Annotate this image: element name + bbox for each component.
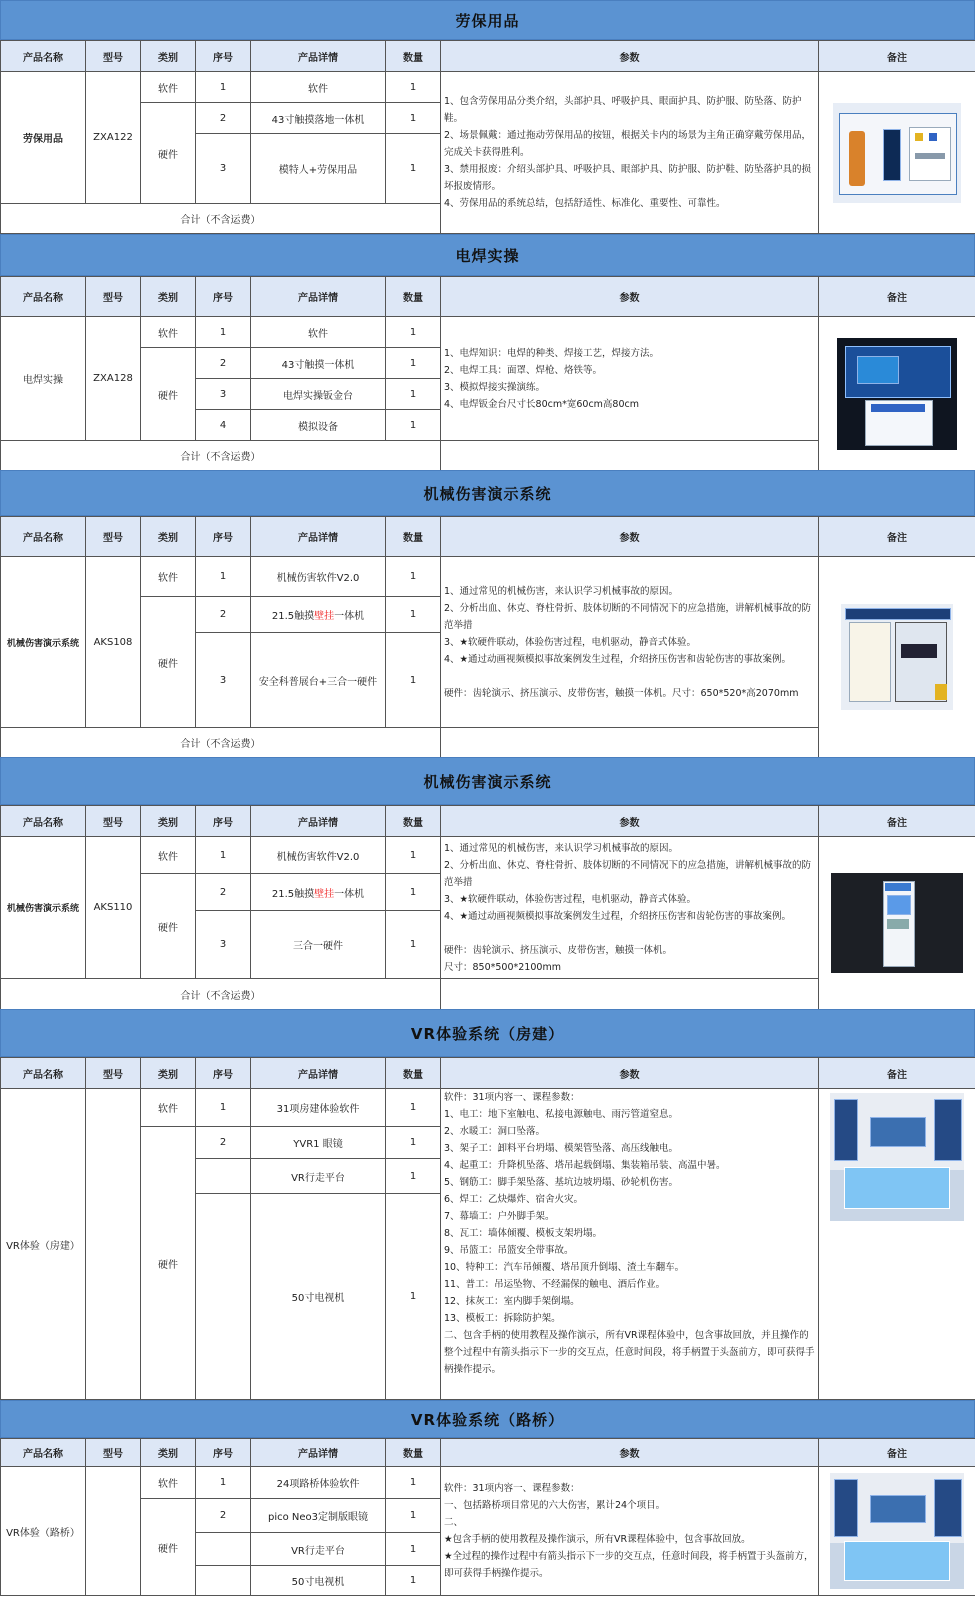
- detail-highlight: 壁挂: [314, 888, 335, 900]
- total-cell: 合计（不含运费）: [1, 441, 441, 471]
- qty-cell: 1: [386, 557, 441, 597]
- detail-cell: VR行走平台: [251, 1533, 386, 1566]
- section-title: 电焊实操: [0, 234, 975, 276]
- header-category: 类别: [141, 806, 196, 837]
- model-cell: [86, 1467, 141, 1596]
- seq-cell: 2: [196, 1127, 251, 1159]
- detail-cell: YVR1 眼镜: [251, 1127, 386, 1159]
- seq-cell: [196, 1566, 251, 1596]
- header-seq: 序号: [196, 806, 251, 837]
- header-seq: 序号: [196, 41, 251, 72]
- category-hardware: 硬件: [141, 597, 196, 728]
- params-cell: 软件：31项内容一、课程参数： 一、包括路桥项目常见的六大伤害，累计24个项目。 二、 ★包含手柄的使用教程及操作演示，所有VR课程体验中，包含事故回放。 ★全过程的操作过程中有箭头指示下一步的交互点，任意时间段，将手柄置于头盔前方，即可获得手柄操作提示。: [441, 1467, 819, 1596]
- seq-cell: 1: [196, 1089, 251, 1127]
- header-category: 类别: [141, 277, 196, 317]
- detail-cell: 三合一硬件: [251, 911, 386, 979]
- qty-cell: 1: [386, 597, 441, 633]
- header-qty: 数量: [386, 1058, 441, 1089]
- remark-cell: [819, 1467, 975, 1596]
- section-title: 劳保用品: [0, 0, 975, 40]
- header-model: 型号: [86, 517, 141, 557]
- detail-cell: 50寸电视机: [251, 1566, 386, 1596]
- category-hardware: 硬件: [141, 1127, 196, 1400]
- header-params: 参数: [441, 517, 819, 557]
- header-seq: 序号: [196, 1058, 251, 1089]
- seq-cell: 1: [196, 1467, 251, 1499]
- category-software: 软件: [141, 72, 196, 103]
- detail-cell: 软件: [251, 72, 386, 103]
- qty-cell: 1: [386, 1499, 441, 1533]
- header-qty: 数量: [386, 517, 441, 557]
- qty-cell: 1: [386, 1127, 441, 1159]
- product-table: [0, 1057, 975, 1400]
- header-category: 类别: [141, 41, 196, 72]
- header-product-name: 产品名称: [1, 277, 86, 317]
- header-detail: 产品详情: [251, 1439, 386, 1467]
- qty-cell: 1: [386, 317, 441, 348]
- detail-text: 一体机: [334, 888, 365, 900]
- qty-cell: 1: [386, 1194, 441, 1400]
- product-table: [0, 276, 975, 471]
- params-cell: 1、通过常见的机械伤害，来认识学习机械事故的原因。 2、分析出血、休克、脊柱骨折、肢体切断的不同情况下的应急措施，讲解机械事故的防范举措 3、★软硬件联动，体验伤害过程，电机驱动，静音式体验。 4、★通过动画视频模拟事故案例发生过程，介绍挤压伤害和齿轮伤害的事故案例。 硬件：齿轮演示、挤压演示、皮带伤害，触摸一体机。尺寸：650*520*高2070mm: [441, 557, 819, 728]
- product-table: [0, 1438, 975, 1596]
- header-seq: 序号: [196, 277, 251, 317]
- header-params: 参数: [441, 277, 819, 317]
- detail-cell: 43寸触摸一体机: [251, 348, 386, 379]
- detail-cell: 模特人+劳保用品: [251, 134, 386, 204]
- qty-cell: 1: [386, 1467, 441, 1499]
- params-cell: 1、电焊知识：电焊的种类、焊接工艺，焊接方法。 2、电焊工具：面罩、焊枪、烙铁等。 3、模拟焊接实操演练。 4、电焊钣金台尺寸长80cm*宽60cm高80cm: [441, 317, 819, 441]
- seq-cell: 1: [196, 317, 251, 348]
- empty-cell: [441, 441, 819, 471]
- category-hardware: 硬件: [141, 348, 196, 441]
- header-qty: 数量: [386, 1439, 441, 1467]
- qty-cell: 1: [386, 874, 441, 911]
- category-software: 软件: [141, 317, 196, 348]
- product-table: [0, 805, 975, 1010]
- seq-cell: 4: [196, 410, 251, 441]
- section-title: VR体验系统（房建）: [0, 1009, 975, 1057]
- header-model: 型号: [86, 806, 141, 837]
- seq-cell: [196, 1533, 251, 1566]
- qty-cell: 1: [386, 837, 441, 874]
- header-product-name: 产品名称: [1, 1439, 86, 1467]
- detail-cell: [251, 597, 386, 633]
- detail-cell: 24项路桥体验软件: [251, 1467, 386, 1499]
- header-product-name: 产品名称: [1, 1058, 86, 1089]
- detail-cell: pico Neo3定制版眼镜: [251, 1499, 386, 1533]
- detail-text: 21.5触摸: [271, 888, 315, 900]
- header-model: 型号: [86, 277, 141, 317]
- header-detail: 产品详情: [251, 806, 386, 837]
- seq-cell: 2: [196, 348, 251, 379]
- vr-house-photo: [830, 1093, 964, 1221]
- header-product-name: 产品名称: [1, 41, 86, 72]
- detail-text: 一体机: [334, 611, 365, 622]
- showroom-photo: [833, 103, 961, 203]
- category-hardware: 硬件: [141, 1499, 196, 1596]
- qty-cell: 1: [386, 348, 441, 379]
- category-hardware: 硬件: [141, 874, 196, 979]
- seq-cell: 3: [196, 134, 251, 204]
- product-table: [0, 40, 975, 234]
- detail-text: 21.5触摸: [271, 611, 315, 622]
- seq-cell: 1: [196, 72, 251, 103]
- detail-cell: 电焊实操钣金台: [251, 379, 386, 410]
- header-params: 参数: [441, 41, 819, 72]
- header-qty: 数量: [386, 806, 441, 837]
- detail-cell: VR行走平台: [251, 1159, 386, 1194]
- category-software: 软件: [141, 1467, 196, 1499]
- header-qty: 数量: [386, 277, 441, 317]
- section-title: 机械伤害演示系统: [0, 470, 975, 516]
- header-detail: 产品详情: [251, 517, 386, 557]
- detail-cell: 机械伤害软件V2.0: [251, 837, 386, 874]
- model-cell: [86, 1089, 141, 1400]
- qty-cell: 1: [386, 1533, 441, 1566]
- params-cell: 1、包含劳保用品分类介绍，头部护具、呼吸护具、眼面护具、防护服、防坠落、防护鞋。 2、场景佩戴：通过拖动劳保用品的按钮，根据关卡内的场景为主角正确穿戴劳保用品，完成关卡获得胜利。 3、禁用报废：介绍头部护具、呼吸护具、眼部护具、防护服、防护鞋、防坠落护具的损坏报废情形。 4、劳保用品的系统总结，包括舒适性、标准化、重要性、可靠性。: [441, 72, 819, 234]
- seq-cell: 1: [196, 557, 251, 597]
- qty-cell: 1: [386, 410, 441, 441]
- qty-cell: 1: [386, 633, 441, 728]
- seq-cell: 2: [196, 103, 251, 134]
- model-cell: AKS110: [86, 837, 141, 979]
- header-params: 参数: [441, 806, 819, 837]
- total-cell: 合计（不含运费）: [1, 204, 441, 234]
- seq-cell: [196, 1194, 251, 1400]
- empty-cell: [441, 728, 819, 758]
- remark-cell: [819, 72, 975, 234]
- qty-cell: 1: [386, 1089, 441, 1127]
- qty-cell: 1: [386, 103, 441, 134]
- header-category: 类别: [141, 1439, 196, 1467]
- product-name-cell: VR体验（路桥）: [1, 1467, 86, 1596]
- header-product-name: 产品名称: [1, 517, 86, 557]
- remark-cell: [819, 837, 975, 1010]
- product-name-cell: VR体验（房建）: [1, 1089, 86, 1400]
- product-name-cell: 机械伤害演示系统: [1, 557, 86, 728]
- header-model: 型号: [86, 1439, 141, 1467]
- product-name-cell: 电焊实操: [1, 317, 86, 441]
- seq-cell: 2: [196, 874, 251, 911]
- header-product-name: 产品名称: [1, 806, 86, 837]
- product-name-cell: 机械伤害演示系统: [1, 837, 86, 979]
- qty-cell: 1: [386, 1159, 441, 1194]
- seq-cell: 3: [196, 633, 251, 728]
- header-params: 参数: [441, 1439, 819, 1467]
- seq-cell: 2: [196, 1499, 251, 1533]
- model-cell: ZXA128: [86, 317, 141, 441]
- remark-cell: [819, 317, 975, 471]
- category-software: 软件: [141, 837, 196, 874]
- category-software: 软件: [141, 557, 196, 597]
- header-detail: 产品详情: [251, 277, 386, 317]
- header-seq: 序号: [196, 517, 251, 557]
- detail-cell: [251, 874, 386, 911]
- seq-cell: 3: [196, 911, 251, 979]
- vr-bridge-photo: [830, 1473, 964, 1589]
- mechanical-photo-2: [831, 873, 963, 973]
- params-cell: 1、通过常见的机械伤害，来认识学习机械事故的原因。 2、分析出血、休克、脊柱骨折、肢体切断的不同情况下的应急措施，讲解机械事故的防范举措 3、★软硬件联动，体验伤害过程，电机驱动，静音式体验。 4、★通过动画视频模拟事故案例发生过程，介绍挤压伤害和齿轮伤害的事故案例。 硬件：齿轮演示、挤压演示、皮带伤害，触摸一体机。 尺寸：850*500*2100mm: [441, 837, 819, 979]
- header-remark: 备注: [819, 806, 975, 837]
- header-remark: 备注: [819, 517, 975, 557]
- mechanical-photo-1: [841, 604, 953, 710]
- section-title: 机械伤害演示系统: [0, 757, 975, 805]
- qty-cell: 1: [386, 911, 441, 979]
- header-model: 型号: [86, 41, 141, 72]
- params-cell: 软件：31项内容一、课程参数： 1、电工：地下室触电、私接电源触电、雨污管道窒息。 2、水暖工：洞口坠落。 3、架子工：卸料平台坍塌、模架管坠落、高压线触电。 4、起重工：升降机坠落、塔吊起载倒塌、集装箱吊装、高温中暑。 5、钢筋工：脚手架坠落、基坑边坡坍塌、砂轮机伤害。 6、焊工：乙炔爆炸、宿舍火灾。 7、幕墙工：户外脚手架。 8、瓦工：墙体倾覆、模板支架坍塌。 9、吊篮工：吊篮安全带事故。 10、特种工：汽车吊倾覆、塔吊顶升倒塌、渣土车翻车。 11、普工：吊运坠物、不经漏保的触电、酒后作业。 12、抹灰工：室内脚手架倒塌。 13、模板工：拆除防护架。 二、包含手柄的使用教程及操作演示，所有VR课程体验中，包含事故回放，并且操作的整个过程中有箭头指示下一步的交互点，任意时间段，将手柄置于头盔前方，即可获得手柄操作提示。: [441, 1089, 819, 1400]
- welding-photo: [837, 338, 957, 450]
- seq-cell: 3: [196, 379, 251, 410]
- header-remark: 备注: [819, 1058, 975, 1089]
- header-detail: 产品详情: [251, 1058, 386, 1089]
- remark-cell: [819, 557, 975, 758]
- detail-cell: 31项房建体验软件: [251, 1089, 386, 1127]
- seq-cell: 1: [196, 837, 251, 874]
- header-remark: 备注: [819, 41, 975, 72]
- product-name-cell: 劳保用品: [1, 72, 86, 204]
- qty-cell: 1: [386, 1566, 441, 1596]
- model-cell: AKS108: [86, 557, 141, 728]
- header-category: 类别: [141, 517, 196, 557]
- category-software: 软件: [141, 1089, 196, 1127]
- empty-cell: [441, 979, 819, 1010]
- detail-cell: 43寸触摸落地一体机: [251, 103, 386, 134]
- detail-cell: 软件: [251, 317, 386, 348]
- product-table: [0, 516, 975, 758]
- detail-cell: 机械伤害软件V2.0: [251, 557, 386, 597]
- detail-cell: 模拟设备: [251, 410, 386, 441]
- qty-cell: 1: [386, 379, 441, 410]
- header-remark: 备注: [819, 277, 975, 317]
- detail-highlight: 壁挂: [314, 611, 335, 622]
- category-hardware: 硬件: [141, 103, 196, 204]
- header-qty: 数量: [386, 41, 441, 72]
- section-title: VR体验系统（路桥）: [0, 1400, 975, 1438]
- header-detail: 产品详情: [251, 41, 386, 72]
- header-seq: 序号: [196, 1439, 251, 1467]
- header-category: 类别: [141, 1058, 196, 1089]
- detail-cell: 安全科普展台+三合一硬件: [251, 633, 386, 728]
- seq-cell: 2: [196, 597, 251, 633]
- detail-cell: 50寸电视机: [251, 1194, 386, 1400]
- seq-cell: [196, 1159, 251, 1194]
- model-cell: ZXA122: [86, 72, 141, 204]
- qty-cell: 1: [386, 72, 441, 103]
- qty-cell: 1: [386, 134, 441, 204]
- header-remark: 备注: [819, 1439, 975, 1467]
- total-cell: 合计（不含运费）: [1, 728, 441, 758]
- remark-cell: [819, 1089, 975, 1400]
- total-cell: 合计（不含运费）: [1, 979, 441, 1010]
- header-params: 参数: [441, 1058, 819, 1089]
- header-model: 型号: [86, 1058, 141, 1089]
